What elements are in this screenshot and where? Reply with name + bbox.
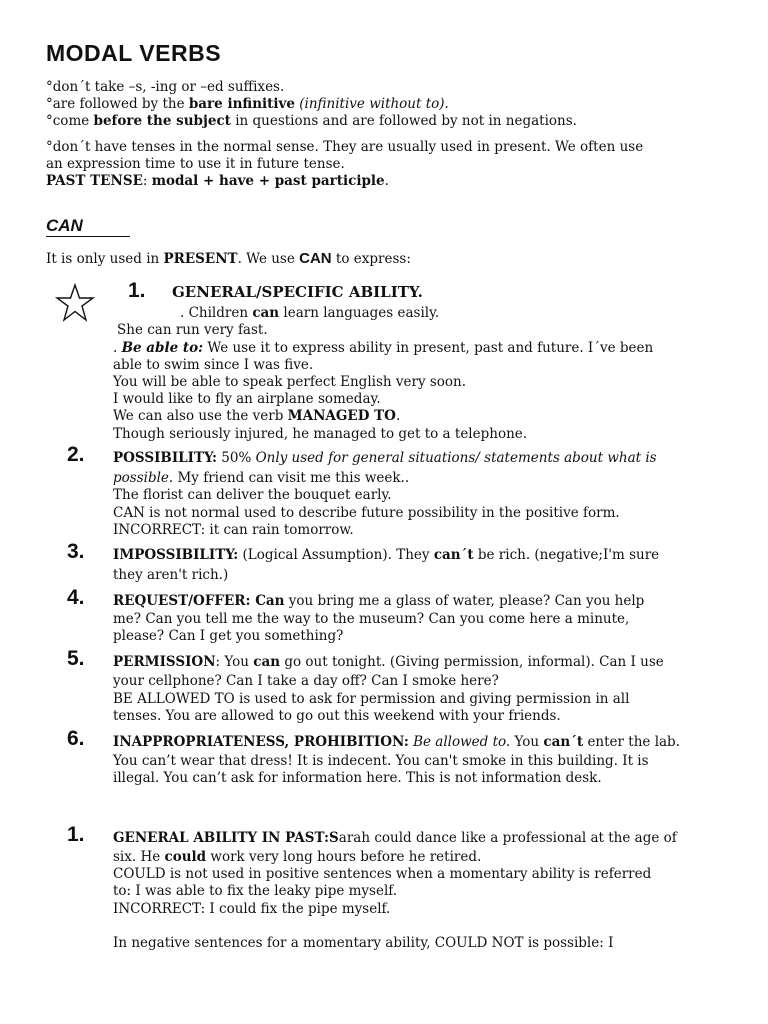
- sec1-line-2: She can run very fast.: [117, 322, 268, 338]
- sec5-line-2: your cellphone? Can I take a day off? Can I smoke here?: [113, 673, 499, 689]
- sec7-line-2: six. He could work very long hours before he retired.: [113, 849, 482, 865]
- star-icon: [55, 283, 95, 323]
- can-intro: It is only used in PRESENT. We use CAN to express:: [46, 250, 411, 267]
- can-heading-underline: [46, 236, 130, 237]
- sec2-line-2: possible. My friend can visit me this week..: [113, 470, 410, 486]
- page-title: MODAL VERBS: [46, 40, 222, 66]
- intro-line-2: °are followed by the bare infinitive (infinitive without to).: [46, 96, 449, 112]
- section-number: 1.: [67, 823, 85, 846]
- sec2-line-3: The florist can deliver the bouquet early.: [113, 487, 392, 503]
- intro-line-5: an expression time to use it in future tense.: [46, 156, 345, 172]
- sec5-line-3: BE ALLOWED TO is used to ask for permission and giving permission in all: [113, 691, 630, 707]
- sec5-line-1: PERMISSION: You can go out tonight. (Giving permission, informal). Can I use: [113, 654, 664, 670]
- intro-line-6: PAST TENSE: modal + have + past participle.: [46, 173, 389, 189]
- sec1-line-1: . Children can learn languages easily.: [180, 305, 440, 321]
- section-heading: GENERAL/SPECIFIC ABILITY.: [172, 283, 423, 301]
- sec1-line-4: able to swim since I was five.: [113, 357, 314, 373]
- sec7-line-3: COULD is not used in positive sentences when a momentary ability is referred: [113, 866, 652, 882]
- sec7-line-4: to: I was able to fix the leaky pipe myself.: [113, 883, 398, 899]
- intro-line-3: °come before the subject in questions and are followed by not in negations.: [46, 113, 577, 129]
- section-number: 3.: [67, 540, 85, 563]
- sec2-line-1: POSSIBILITY: 50% Only used for general situations/ statements about what is: [113, 450, 657, 466]
- sec1-line-5: You will be able to speak perfect English very soon.: [113, 374, 467, 390]
- sec4-line-2: me? Can you tell me the way to the museum? Can you come here a minute,: [113, 611, 630, 627]
- sec6-line-3: illegal. You can’t ask for information here. This is not information desk.: [113, 770, 602, 786]
- sec7-line-1: GENERAL ABILITY IN PAST:Sarah could dance like a professional at the age of: [113, 830, 677, 846]
- sec2-line-5: INCORRECT: it can rain tomorrow.: [113, 522, 354, 538]
- sec1-line-3: . Be able to: We use it to express ability in present, past and future. I´ve been: [113, 340, 654, 356]
- can-heading: CAN: [46, 216, 83, 235]
- sec7-line-6: In negative sentences for a momentary ability, COULD NOT is possible: I: [113, 935, 614, 951]
- section-number: 4.: [67, 586, 85, 609]
- intro-line-1: °don´t take –s, -ing or –ed suffixes.: [46, 79, 285, 95]
- sec5-line-4: tenses. You are allowed to go out this weekend with your friends.: [113, 708, 561, 724]
- sec3-line-1: IMPOSSIBILITY: (Logical Assumption). They can´t be rich. (negative;I'm sure: [113, 547, 660, 563]
- section-number: 5.: [67, 647, 85, 670]
- sec6-line-2: You can’t wear that dress! It is indecent. You can't smoke in this building. It is: [113, 753, 649, 769]
- sec4-line-1: REQUEST/OFFER: Can you bring me a glass of water, please? Can you help: [113, 593, 645, 609]
- sec4-line-3: please? Can I get you something?: [113, 628, 344, 644]
- intro-line-4: °don´t have tenses in the normal sense. They are usually used in present. We often use: [46, 139, 644, 155]
- sec2-line-4: CAN is not normal used to describe future possibility in the positive form.: [113, 505, 620, 521]
- section-number: 1.: [128, 279, 146, 302]
- sec3-line-2: they aren't rich.): [113, 567, 229, 583]
- sec1-line-8: Though seriously injured, he managed to get to a telephone.: [113, 426, 528, 442]
- sec1-line-7: We can also use the verb MANAGED TO.: [113, 408, 401, 424]
- sec6-line-1: INAPPROPRIATENESS, PROHIBITION: Be allowed to. You can´t enter the lab.: [113, 734, 680, 750]
- section-number: 6.: [67, 727, 85, 750]
- sec7-line-5: INCORRECT: I could fix the pipe myself.: [113, 901, 391, 917]
- section-number: 2.: [67, 443, 85, 466]
- sec1-line-6: I would like to fly an airplane someday.: [113, 391, 381, 407]
